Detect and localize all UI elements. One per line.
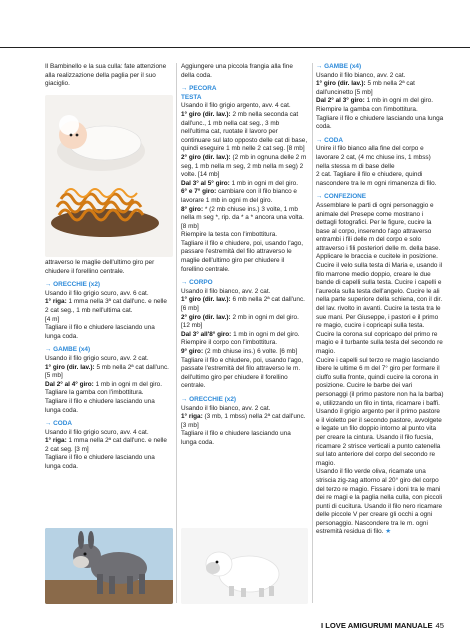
close-instruction: attraverso le maglie dell'ultimo giro per chiudere il forellino centrale. <box>45 259 155 275</box>
sheep-legs-step: Usando il filo bianco, avv. 2 cat. <box>316 71 406 79</box>
row-label: 1° riga: <box>45 298 67 306</box>
head-round-8 <box>181 206 308 232</box>
sheep-legs-stuff: Riempire la gamba con l'imbottitura. <box>316 105 418 113</box>
column-divider <box>312 63 313 603</box>
row-label: Dal 3° al 5° giro: <box>181 179 230 187</box>
row-label: 1° riga: <box>45 437 67 445</box>
row-text: * (2 mb chiuse ins.) 3 volte, 1 mb nella m seg *, rip. da * a * ancora una volta. [8 mb] <box>181 205 304 230</box>
row-text: 2 mb in ogni m del giro. [12 mb] <box>181 313 299 330</box>
row-label: 1° giro (dir. lav.): <box>181 296 231 304</box>
row-label: 9° giro: <box>181 348 204 355</box>
legs-finish: Tagliare il filo e chiudere lasciando una lunga coda. <box>45 397 155 414</box>
ears-step: Usando il filo grigio scuro, avv. 6 cat. <box>45 289 149 297</box>
section-heading-sheep: → PECORA <box>181 85 217 93</box>
body-round-9 <box>181 348 308 357</box>
body-finish: Tagliare il filo e chiudere, poi, usando l'ago, passate l'estremità del filo attraverso le m. dell'ultimo giro per chiudere il forellino centrale. <box>181 356 304 390</box>
row-text: 1 mma nella 2ª cat dall'unc. e nelle 2 cat seg. [3 m] <box>45 437 167 453</box>
section-heading-assembly: → CONFEZIONE <box>316 193 367 201</box>
section-heading-tail: → CODA <box>45 420 72 428</box>
row-text: (2 mb in ognuna delle 2 m seg, 1 mb nella m seg, 2 mb nella m seg) 2 volte. [14 mb] <box>181 153 307 179</box>
column-1 <box>45 63 171 89</box>
row-text: (2 mb chiuse ins.) 6 volte. [6 mb] <box>203 348 298 355</box>
sheep-ears-finish: Tagliare il filo e chiudere lasciando una lunga coda. <box>181 430 291 446</box>
row-text: 1 mb in ogni m del giro. <box>229 179 298 187</box>
assembly-paragraph-2: Cucire i capelli sul terzo re magio lasciando libere le ultime 6 m del 7° giro per formare il ciuffo sulla fronte, quindi cucire la corona in posizione. Cucire le barbe dei vari personaggi (il primo pastore non ha la barba) e, utilizzando un filo in tinta, ricamare i baffi. Usando il grigio argento per il primo pastore e il violetto per il secondo pastore, avvolgete e legate un filo doppio intorno al punto vita per creare la cintura. Usando il filo fucsia, ricamare 2 strisce verticali a punto catenella sul lato anteriore del corpo del secondo re magio. <box>316 356 444 467</box>
row-label: Dal 2° al 3° giro: <box>316 97 365 105</box>
top-rule <box>0 47 470 48</box>
sheep-tail-step: Unire il filo bianco alla fine del corpo e lavorare 2 cat, (4 mc chiuse ins, 1 mbss) nella stessa m di base delle <box>316 145 431 170</box>
head-round-1 <box>181 111 308 154</box>
row-text: cambiare con il filo bianco e lavorare 1 mb in ogni m del giro. <box>181 188 297 204</box>
column-2 <box>181 63 308 448</box>
row-text: 6 mb nella 2ª cat dall'unc. [6 mb] <box>181 296 305 313</box>
section-heading-legs: → GAMBE (x4) <box>45 346 91 354</box>
section-heading-sheep-legs: → GAMBE (x4) <box>316 63 362 70</box>
row-text: 2 mb nella seconda cat dall'unc., 1 mb nella cat seg., 3 mb nell'ultima cat, ruotate il lavoro per continuare sul lato opposto delle cat di base, quindi eseguire 1 mb nelle 2 cat seg. [8 mb] <box>181 110 308 153</box>
row-label: 2° giro (dir. lav.): <box>181 153 231 161</box>
legs-step: Usando il filo grigio scuro, avv. 2 cat. <box>45 354 149 362</box>
tail-finish: Tagliare il filo e chiudere lasciando una lunga coda. <box>45 454 155 471</box>
body-round-2 <box>181 314 308 331</box>
ears-finish: Tagliare il filo e chiudere lasciando una lunga coda. <box>45 324 155 340</box>
column-1-continued <box>45 259 171 472</box>
assembly-text: Usando il filo verde oliva, ricamate una striscia zig-zag attorno al 20° giro del corpo del terzo re magio. Fissare i doni tra le mani dei re magi e la paglia nella culla, con piccoli punti di cucitura. Usando il filo nero ricamare delle piccole V per creare gli occhi a ogni personaggio. Nascondere tra le m. ogni estremità residua di filo. <box>316 468 443 536</box>
sheep-ears-row-1 <box>181 413 308 430</box>
ears-row-1 <box>45 298 171 315</box>
row-label: 2° giro (dir. lav.): <box>181 313 231 321</box>
assembly-paragraph-3 <box>316 468 444 537</box>
head-round-2 <box>181 154 308 180</box>
sheep-legs-finish: Tagliare il filo e chiudere lasciando una lunga coda. <box>316 114 444 131</box>
tail-row-1 <box>45 437 171 454</box>
row-text: 1 mb in ogni m del giro. <box>231 330 300 338</box>
row-label: 1° giro (dir. lav.): <box>181 110 231 118</box>
magazine-title: I LOVE AMIGURUMI MANUALE <box>321 621 433 630</box>
body-round-3-8 <box>181 331 308 340</box>
row-label: Dal 3° all'8° giro: <box>181 330 232 338</box>
section-heading-sheep-tail: → CODA <box>316 136 343 144</box>
section-heading-body: → CORPO <box>181 279 213 287</box>
row-text: 1 mma nella 3ª cat dall'unc. e nelle 2 cat seg., 1 mb nell'ultima cat. <box>45 298 167 314</box>
row-text: 5 mb nella 2ª cat dall'uncinetto [5 mb] <box>316 80 415 96</box>
subheading-head: TESTA <box>181 93 202 101</box>
body-step: Usando il filo bianco, avv. 2 cat. <box>181 287 271 295</box>
row-label: Dal 2° al 4° giro: <box>45 380 94 388</box>
sheep-legs-round-2-3 <box>316 97 444 106</box>
sheep-photo <box>181 528 308 604</box>
fringe-instruction: Aggiungere una piccola frangia alla fine della coda. <box>181 63 293 79</box>
intro-text: Il Bambinello e la sua culla: fate attenzione alla realizzazione della paglia per il suo giaciglio. <box>45 63 167 88</box>
donkey-photo <box>45 528 173 604</box>
head-step: Usando il filo grigio argento, avv. 4 cat. <box>181 102 291 110</box>
row-text: (3 mb, 1 mbss) nella 2ª cat dall'unc. [3 mb] <box>181 413 306 429</box>
sheep-tail-finish: 2 cat. Tagliare il filo e chiudere, quindi nascondere tra le m ogni rimanenza di filo. <box>316 171 437 187</box>
row-label: 1° giro (dir. lav.): <box>316 80 366 88</box>
row-text: 1 mb in ogni m del giro. <box>93 380 162 388</box>
legs-stuff: Tagliare la gamba con l'imbottitura. <box>45 389 144 397</box>
row-label: 8° giro: <box>181 205 204 213</box>
legs-round-2-4 <box>45 381 171 390</box>
body-round-1 <box>181 296 308 313</box>
body-stuff: Riempire il corpo con l'imbottitura. <box>181 339 278 347</box>
page-footer <box>321 621 444 630</box>
legs-round-1 <box>45 364 171 381</box>
row-label: 1° giro (dir. lav.): <box>45 363 95 371</box>
row-text: 1 mb in ogni m del giro. <box>364 97 433 105</box>
column-3 <box>316 63 444 537</box>
page-number: 45 <box>435 621 444 630</box>
baby-crib-photo <box>45 95 173 257</box>
head-stuff: Riempire la testa con l'imbottitura. <box>181 231 278 239</box>
row-label: 6° e 7° giro: <box>181 188 217 196</box>
section-heading-sheep-ears: → ORECCHIE (x2) <box>181 395 237 403</box>
column-divider <box>176 63 177 603</box>
head-finish: Tagliare il filo e chiudere, poi, usando l'ago, passare l'estremità del filo attraverso le maglie dell'ultimo giro per chiudere il forellino centrale. <box>181 239 304 273</box>
head-round-6-7 <box>181 188 308 205</box>
sheep-legs-round-1 <box>316 80 444 97</box>
section-heading-ears: → ORECCHIE (x2) <box>45 281 101 289</box>
row-text: 5 mb nella 2ª cat dall'unc. [5 mb] <box>45 363 169 380</box>
ears-count: [4 m] <box>45 315 60 323</box>
end-star-icon: ★ <box>385 528 392 536</box>
tail-step: Usando il filo grigio scuro, avv. 4 cat. <box>45 428 149 436</box>
row-label: 1° riga: <box>181 413 203 421</box>
sheep-ears-step: Usando il filo bianco, avv. 2 cat. <box>181 404 271 412</box>
assembly-paragraph-1: Assemblare le parti di ogni personaggio e animale del Presepe come mostrano i dettagli fotografici. Per le figure, cucire la base al corpo, inserendo l'ago attraverso entrambi i fili delle m del corpo e solo attraverso i fili posteriori delle m. della base. Applicare le braccia e cucitele in posizione. Cucire il velo sulla testa di Maria e, usando il filo marrone medio doppio, creare le due bande di capelli sulla testa. Cucire i capelli e l'aureola sulla testa dell'angelo. Cucire le ali nella parte superiore della schiena, con il dir. del lav. rivolto in avanti. Cucire la testa tra le sue mani. Per Giuseppe, i pastori e il primo re magio, cucire i copricapi sulla testa. Cucire la corona sul copricapo del primo re magio e il turbante sulla testa del secondo re magio. <box>316 201 443 355</box>
